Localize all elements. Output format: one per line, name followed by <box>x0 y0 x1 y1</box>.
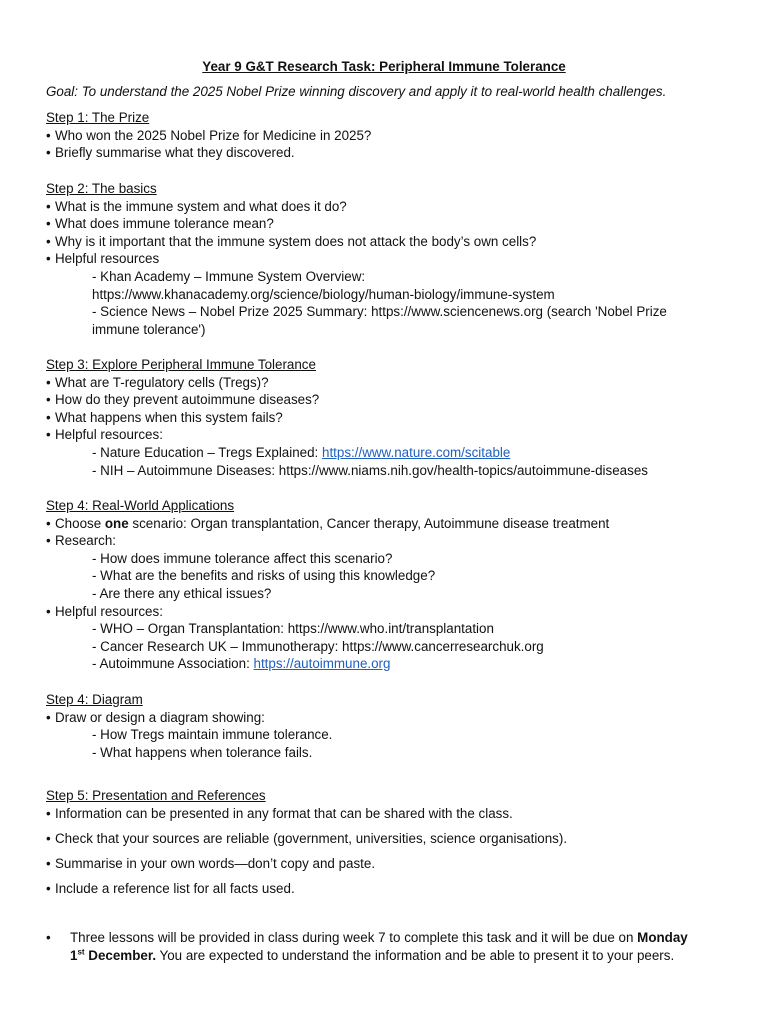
list-item: • Research: <box>46 533 117 549</box>
step2-section <box>46 180 736 338</box>
resource-nih: - NIH – Autoimmune Diseases: https://www.niams.nih.gov/health-topics/autoimmune-diseases <box>92 462 648 478</box>
step5-heading: Step 5: Presentation and References <box>46 788 266 803</box>
list-item: • Draw or design a diagram showing: <box>46 709 265 725</box>
step3-section <box>46 356 736 479</box>
list-item: • Information can be presented in any format that can be shared with the class. <box>46 805 513 821</box>
due-date-note: • Three lessons will be provided in class during week 7 to complete this task and it will be due on Monday 1st December. You are expected to understand the information and be able to present it to your peers. <box>46 930 688 963</box>
research-item: - Are there any ethical issues? <box>92 585 272 601</box>
step5-section <box>46 787 736 898</box>
research-item: - How does immune tolerance affect this scenario? <box>92 550 393 566</box>
list-item: • Check that your sources are reliable (government, universities, science organisations). <box>46 830 568 846</box>
list-item: • Summarise in your own words—don’t copy and paste. <box>46 855 376 871</box>
diagram-section <box>46 691 736 761</box>
page-title: Year 9 G&T Research Task: Peripheral Immune Tolerance <box>202 59 566 74</box>
step1-section <box>46 109 736 162</box>
diagram-heading: Step 4: Diagram <box>46 692 143 707</box>
list-item: • Choose one scenario: Organ transplantation, Cancer therapy, Autoimmune disease treatment <box>46 515 610 531</box>
resource-who: - WHO – Organ Transplantation: https://www.who.int/transplantation <box>92 621 494 637</box>
due-date: Monday 1st December. <box>70 930 688 963</box>
resource-khan-academy: - Khan Academy – Immune System Overview: https://www.khanacademy.org/science/biology/human-biology/immune-system <box>92 268 555 302</box>
list-item: • Include a reference list for all facts used. <box>46 881 295 897</box>
list-item: • What happens when this system fails? <box>46 409 283 425</box>
nature-link[interactable]: https://www.nature.com/scitable <box>322 444 511 460</box>
bullet-dot-icon: • <box>46 930 51 945</box>
research-item: - What are the benefits and risks of using this knowledge? <box>92 568 436 584</box>
list-item: • How do they prevent autoimmune diseases? <box>46 392 320 408</box>
list-item: • Briefly summarise what they discovered. <box>46 145 295 161</box>
list-item: • What are T-regulatory cells (Tregs)? <box>46 374 269 390</box>
resource-autoimmune-association: - Autoimmune Association: https://autoimmune.org <box>92 656 391 672</box>
goal-statement: Goal: To understand the 2025 Nobel Prize winning discovery and apply it to real-world health challenges. <box>46 84 667 99</box>
list-item: • Helpful resources: <box>46 427 163 443</box>
step4-section <box>46 497 736 673</box>
step4-heading: Step 4: Real-World Applications <box>46 498 235 513</box>
list-item: • Who won the 2025 Nobel Prize for Medicine in 2025? <box>46 127 372 143</box>
resource-cancer-research: - Cancer Research UK – Immunotherapy: https://www.cancerresearchuk.org <box>92 638 544 654</box>
resource-science-news: - Science News – Nobel Prize 2025 Summary: https://www.sciencenews.org (search 'Nobel Prize immune tolerance') <box>92 304 667 337</box>
diagram-item: - What happens when tolerance fails. <box>92 744 313 760</box>
step2-heading: Step 2: The basics <box>46 181 157 196</box>
list-item: • What is the immune system and what does it do? <box>46 198 347 214</box>
autoimmune-link[interactable]: https://autoimmune.org <box>253 656 391 672</box>
list-item: • Why is it important that the immune system does not attack the body’s own cells? <box>46 233 537 249</box>
diagram-item: - How Tregs maintain immune tolerance. <box>92 727 333 743</box>
list-item: • Helpful resources <box>46 251 160 267</box>
resource-nature-education: - Nature Education – Tregs Explained: https://www.nature.com/scitable <box>92 444 511 460</box>
list-item: • What does immune tolerance mean? <box>46 216 274 232</box>
step1-heading: Step 1: The Prize <box>46 110 150 125</box>
step3-heading: Step 3: Explore Peripheral Immune Tolerance <box>46 357 316 372</box>
list-item: • Helpful resources: <box>46 603 163 619</box>
